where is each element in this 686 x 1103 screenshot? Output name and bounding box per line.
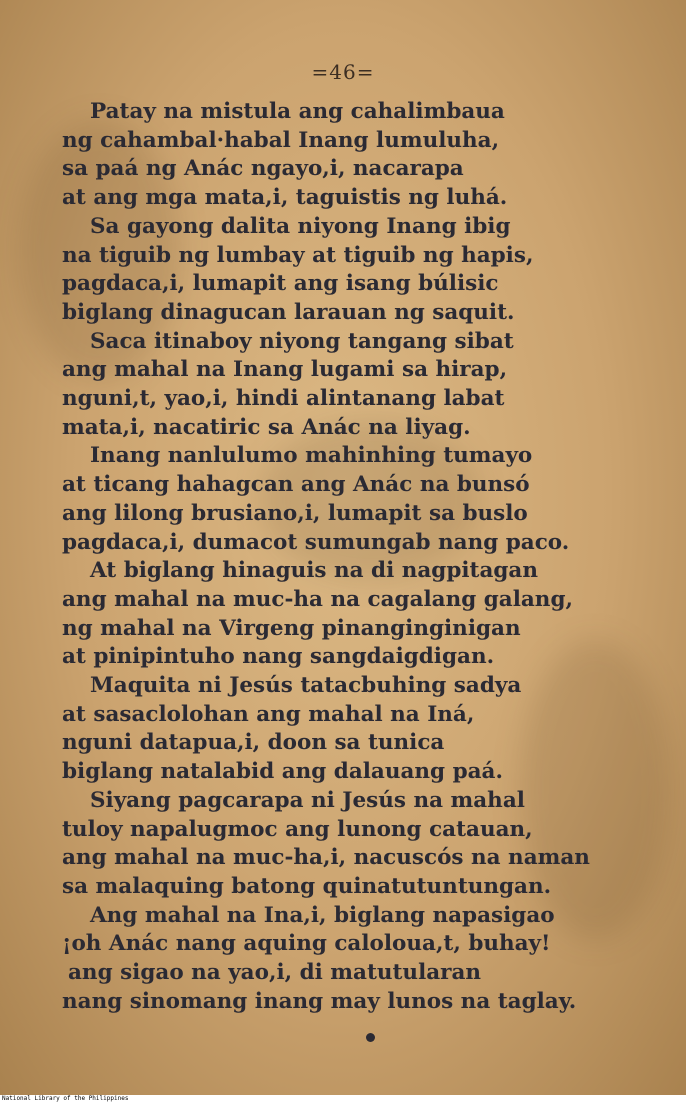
end-ornament-dot bbox=[366, 1033, 375, 1042]
verse-line: Sa gayong dalita niyong Inang ibig bbox=[90, 213, 511, 239]
verse-line: biglang natalabid ang dalauang paá. bbox=[62, 759, 503, 785]
verse-line: pagdaca,i, dumacot sumungab nang paco. bbox=[62, 529, 570, 555]
verse-line: at ticang hahagcan ang Anác na bunsó bbox=[62, 472, 530, 498]
verse-line: nguni,t, yao,i, hindi alintanang labat bbox=[62, 386, 505, 412]
page-number-rule-left: = bbox=[311, 60, 330, 84]
verse-line: sa paá ng Anác ngayo,i, nacarapa bbox=[62, 156, 464, 182]
verse-line: ang mahal na muc-ha,i, nacuscós na naman bbox=[62, 845, 590, 871]
verse-line: biglang dinagucan larauan ng saquit. bbox=[62, 299, 515, 325]
verse-line: ang mahal na Inang lugami sa hirap, bbox=[62, 357, 508, 383]
verse-line: at pinipintuho nang sangdaigdigan. bbox=[62, 644, 495, 670]
page-number-value: 46 bbox=[329, 60, 357, 84]
verse-line: nang sinomang inang may lunos na taglay. bbox=[62, 988, 577, 1014]
verse-line: nguni datapua,i, doon sa tunica bbox=[62, 730, 445, 756]
verse-line: sa malaquing batong quinatutuntungan. bbox=[62, 873, 552, 899]
verse-line: Patay na mistula ang cahalimbaua bbox=[90, 99, 505, 124]
page-number bbox=[0, 60, 686, 84]
verse-line: ¡oh Anác nang aquing caloloua,t, buhay! bbox=[62, 931, 551, 957]
verse-line: pagdaca,i, lumapit ang isang búlisic bbox=[62, 271, 499, 297]
verse-line: Siyang pagcarapa ni Jesús na mahal bbox=[90, 787, 525, 813]
verse-line: At biglang hinaguis na di nagpitagan bbox=[90, 558, 538, 584]
verse-line: Inang nanlulumo mahinhing tumayo bbox=[90, 443, 533, 469]
verse-line: ang lilong brusiano,i, lumapit sa buslo bbox=[62, 500, 528, 526]
verse-line: ng mahal na Virgeng pinanginginigan bbox=[62, 615, 521, 641]
footer-credit: National Library of the Philippines bbox=[0, 1095, 686, 1103]
page-number-rule-right: = bbox=[356, 60, 375, 84]
verse-line: Ang mahal na Ina,i, biglang napasigao bbox=[90, 902, 555, 928]
verse-line: Saca itinaboy niyong tangang sibat bbox=[90, 328, 514, 354]
verse-text bbox=[50, 98, 650, 1017]
verse-line: at sasaclolohan ang mahal na Iná, bbox=[62, 701, 475, 727]
verse-line: ang mahal na muc-ha na cagalang galang, bbox=[62, 586, 573, 612]
verse-line: tuloy napalugmoc ang lunong catauan, bbox=[62, 816, 533, 842]
verse-line: ang sigao na yao,i, di matutularan bbox=[68, 960, 482, 986]
verse-line: mata,i, nacatiric sa Anác na liyag. bbox=[62, 414, 471, 440]
verse-line: na tiguib ng lumbay at tiguib ng hapis, bbox=[62, 242, 534, 268]
verse-line: at ang mga mata,i, taguistis ng luhá. bbox=[62, 185, 508, 211]
verse-line: ng cahambal·habal Inang lumuluha, bbox=[62, 127, 500, 153]
verse-line: Maquita ni Jesús tatacbuhing sadya bbox=[90, 673, 522, 699]
